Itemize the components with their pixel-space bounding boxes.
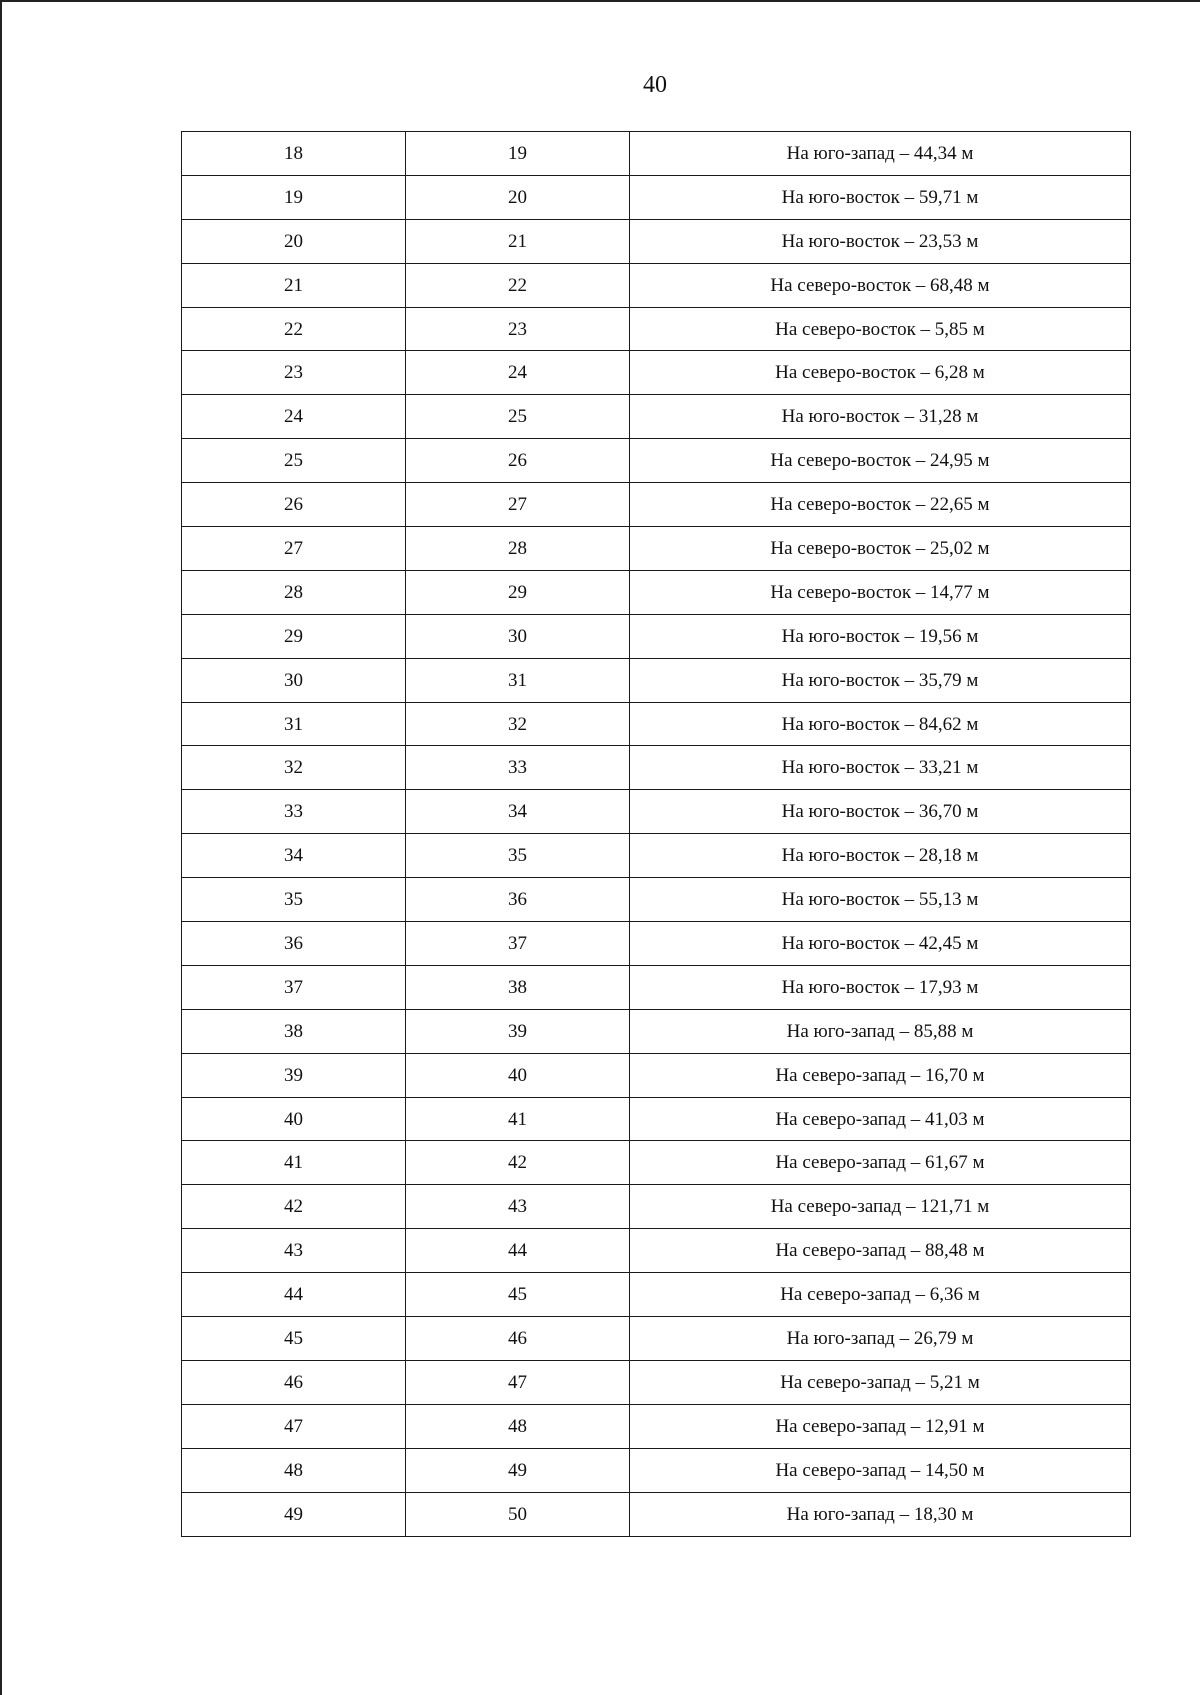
table-row (182, 175, 1131, 219)
from-point-cell: 33 (182, 790, 406, 834)
from-point-cell: 18 (182, 132, 406, 176)
table-body (182, 132, 1131, 1537)
table-row (182, 351, 1131, 395)
table-row (182, 878, 1131, 922)
from-point-cell: 22 (182, 307, 406, 351)
to-point-cell: 44 (406, 1229, 630, 1273)
to-point-cell: 46 (406, 1317, 630, 1361)
from-point-cell: 20 (182, 219, 406, 263)
to-point-cell: 26 (406, 439, 630, 483)
direction-distance-cell: На северо-запад – 14,50 м (630, 1448, 1131, 1492)
direction-distance-cell: На северо-восток – 6,28 м (630, 351, 1131, 395)
table-row (182, 1185, 1131, 1229)
to-point-cell: 42 (406, 1141, 630, 1185)
from-point-cell: 29 (182, 614, 406, 658)
to-point-cell: 27 (406, 483, 630, 527)
from-point-cell: 47 (182, 1404, 406, 1448)
table-row (182, 1317, 1131, 1361)
scan-border-top (0, 0, 1200, 2)
to-point-cell: 22 (406, 263, 630, 307)
from-point-cell: 36 (182, 922, 406, 966)
direction-distance-cell: На юго-запад – 85,88 м (630, 1009, 1131, 1053)
to-point-cell: 19 (406, 132, 630, 176)
to-point-cell: 40 (406, 1053, 630, 1097)
table-row (182, 790, 1131, 834)
table-row (182, 263, 1131, 307)
direction-distance-cell: На северо-запад – 5,21 м (630, 1360, 1131, 1404)
direction-distance-cell: На юго-запад – 26,79 м (630, 1317, 1131, 1361)
direction-distance-cell: На северо-запад – 41,03 м (630, 1097, 1131, 1141)
table-row (182, 439, 1131, 483)
table-row (182, 702, 1131, 746)
direction-distance-cell: На юго-восток – 17,93 м (630, 965, 1131, 1009)
to-point-cell: 34 (406, 790, 630, 834)
to-point-cell: 37 (406, 922, 630, 966)
from-point-cell: 35 (182, 878, 406, 922)
from-point-cell: 19 (182, 175, 406, 219)
from-point-cell: 28 (182, 570, 406, 614)
table-row (182, 658, 1131, 702)
from-point-cell: 24 (182, 395, 406, 439)
to-point-cell: 24 (406, 351, 630, 395)
from-point-cell: 26 (182, 483, 406, 527)
from-point-cell: 32 (182, 746, 406, 790)
direction-distance-cell: На северо-восток – 5,85 м (630, 307, 1131, 351)
direction-distance-cell: На юго-восток – 23,53 м (630, 219, 1131, 263)
to-point-cell: 32 (406, 702, 630, 746)
from-point-cell: 25 (182, 439, 406, 483)
from-point-cell: 46 (182, 1360, 406, 1404)
from-point-cell: 43 (182, 1229, 406, 1273)
direction-distance-cell: На юго-восток – 36,70 м (630, 790, 1131, 834)
direction-distance-cell: На юго-запад – 44,34 м (630, 132, 1131, 176)
direction-distance-cell: На северо-восток – 14,77 м (630, 570, 1131, 614)
table-row (182, 1097, 1131, 1141)
direction-distance-cell: На юго-восток – 28,18 м (630, 834, 1131, 878)
from-point-cell: 27 (182, 527, 406, 571)
from-point-cell: 38 (182, 1009, 406, 1053)
table-row (182, 570, 1131, 614)
to-point-cell: 30 (406, 614, 630, 658)
table-row (182, 614, 1131, 658)
table-row (182, 132, 1131, 176)
table-row (182, 483, 1131, 527)
table-row (182, 1141, 1131, 1185)
to-point-cell: 29 (406, 570, 630, 614)
table-row (182, 395, 1131, 439)
direction-distance-cell: На юго-восток – 55,13 м (630, 878, 1131, 922)
to-point-cell: 23 (406, 307, 630, 351)
direction-distance-cell: На северо-восток – 22,65 м (630, 483, 1131, 527)
from-point-cell: 30 (182, 658, 406, 702)
direction-distance-cell: На северо-восток – 25,02 м (630, 527, 1131, 571)
to-point-cell: 47 (406, 1360, 630, 1404)
direction-distance-cell: На северо-запад – 61,67 м (630, 1141, 1131, 1185)
direction-distance-cell: На юго-восток – 33,21 м (630, 746, 1131, 790)
table-row (182, 527, 1131, 571)
to-point-cell: 33 (406, 746, 630, 790)
to-point-cell: 35 (406, 834, 630, 878)
from-point-cell: 40 (182, 1097, 406, 1141)
to-point-cell: 45 (406, 1273, 630, 1317)
direction-distance-cell: На северо-восток – 24,95 м (630, 439, 1131, 483)
to-point-cell: 20 (406, 175, 630, 219)
from-point-cell: 48 (182, 1448, 406, 1492)
from-point-cell: 21 (182, 263, 406, 307)
direction-distance-cell: На северо-восток – 68,48 м (630, 263, 1131, 307)
table-row (182, 1360, 1131, 1404)
direction-distance-cell: На северо-запад – 6,36 м (630, 1273, 1131, 1317)
to-point-cell: 28 (406, 527, 630, 571)
table-row (182, 1009, 1131, 1053)
direction-distance-cell: На северо-запад – 121,71 м (630, 1185, 1131, 1229)
table-row (182, 1053, 1131, 1097)
from-point-cell: 23 (182, 351, 406, 395)
direction-distance-cell: На северо-запад – 88,48 м (630, 1229, 1131, 1273)
from-point-cell: 31 (182, 702, 406, 746)
scan-border-left (0, 0, 2, 1695)
to-point-cell: 31 (406, 658, 630, 702)
from-point-cell: 42 (182, 1185, 406, 1229)
table-row (182, 1229, 1131, 1273)
from-point-cell: 44 (182, 1273, 406, 1317)
to-point-cell: 50 (406, 1492, 630, 1536)
from-point-cell: 45 (182, 1317, 406, 1361)
direction-distance-cell: На юго-восток – 42,45 м (630, 922, 1131, 966)
direction-distance-cell: На юго-восток – 35,79 м (630, 658, 1131, 702)
table-row (182, 965, 1131, 1009)
to-point-cell: 49 (406, 1448, 630, 1492)
to-point-cell: 43 (406, 1185, 630, 1229)
table-row (182, 1492, 1131, 1536)
to-point-cell: 39 (406, 1009, 630, 1053)
table-row (182, 1273, 1131, 1317)
direction-distance-cell: На юго-запад – 18,30 м (630, 1492, 1131, 1536)
to-point-cell: 41 (406, 1097, 630, 1141)
table-row (182, 922, 1131, 966)
from-point-cell: 41 (182, 1141, 406, 1185)
to-point-cell: 21 (406, 219, 630, 263)
direction-distance-cell: На северо-запад – 12,91 м (630, 1404, 1131, 1448)
direction-distance-cell: На юго-восток – 31,28 м (630, 395, 1131, 439)
direction-distance-cell: На северо-запад – 16,70 м (630, 1053, 1131, 1097)
table-row (182, 219, 1131, 263)
from-point-cell: 34 (182, 834, 406, 878)
to-point-cell: 25 (406, 395, 630, 439)
table-row (182, 746, 1131, 790)
from-point-cell: 37 (182, 965, 406, 1009)
to-point-cell: 48 (406, 1404, 630, 1448)
direction-distance-cell: На юго-восток – 19,56 м (630, 614, 1131, 658)
to-point-cell: 38 (406, 965, 630, 1009)
direction-distance-cell: На юго-восток – 59,71 м (630, 175, 1131, 219)
table-row (182, 1404, 1131, 1448)
to-point-cell: 36 (406, 878, 630, 922)
page-number: 40 (643, 72, 667, 98)
boundary-table (181, 131, 1131, 1537)
direction-distance-cell: На юго-восток – 84,62 м (630, 702, 1131, 746)
table-row (182, 834, 1131, 878)
from-point-cell: 49 (182, 1492, 406, 1536)
table-row (182, 307, 1131, 351)
from-point-cell: 39 (182, 1053, 406, 1097)
table-row (182, 1448, 1131, 1492)
